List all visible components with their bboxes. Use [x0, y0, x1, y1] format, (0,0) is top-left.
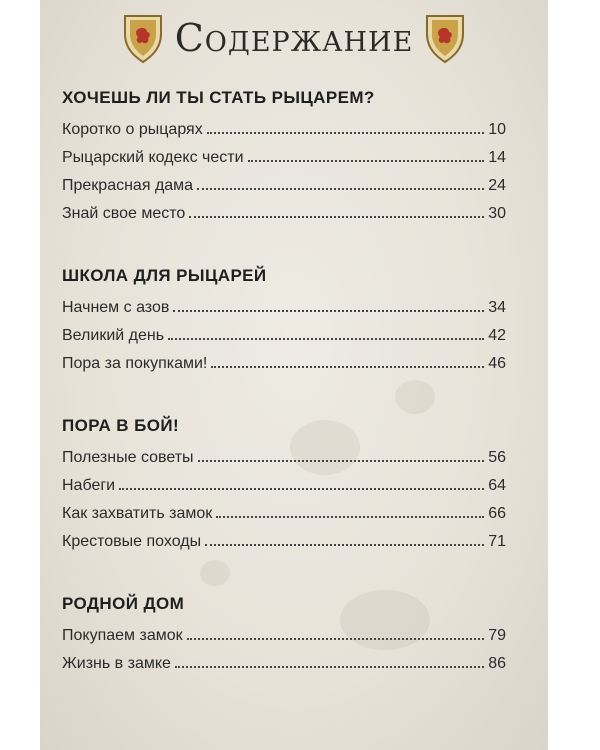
entry-label: Жизнь в замке	[62, 655, 171, 672]
heraldic-shield-icon	[425, 12, 465, 64]
dot-leader	[173, 310, 484, 312]
toc-entry[interactable]	[62, 294, 506, 322]
section-title: ПОРА В БОЙ!	[62, 416, 180, 435]
entry-label: Как захватить замок	[62, 505, 213, 522]
toc-entry[interactable]	[62, 144, 506, 172]
toc-entry[interactable]	[62, 322, 506, 350]
toc-section	[62, 416, 506, 556]
toc-entry[interactable]	[62, 528, 506, 556]
entry-page-number: 56	[488, 449, 506, 466]
entry-page-number: 46	[488, 355, 506, 372]
entry-label: Пора за покупками!	[62, 355, 208, 372]
entry-label: Коротко о рыцарях	[62, 121, 203, 138]
dot-leader	[211, 366, 484, 368]
page-title: Содержание	[174, 16, 414, 60]
toc-entry[interactable]	[62, 500, 506, 528]
entry-page-number: 79	[488, 627, 506, 644]
toc-section	[62, 88, 506, 228]
entry-page-number: 24	[488, 177, 506, 194]
toc-section	[62, 594, 506, 678]
entry-page-number: 34	[488, 299, 506, 316]
toc-entry[interactable]	[62, 650, 506, 678]
section-title: РОДНОЙ ДОМ	[62, 594, 185, 613]
entry-page-number: 14	[488, 149, 506, 166]
entry-label: Прекрасная дама	[62, 177, 194, 194]
dot-leader	[189, 216, 484, 218]
dot-leader	[119, 488, 484, 490]
dot-leader	[205, 544, 484, 546]
entry-page-number: 64	[488, 477, 506, 494]
page-header	[40, 8, 548, 68]
dot-leader	[198, 460, 485, 462]
entry-page-number: 42	[488, 327, 506, 344]
entry-page-number: 10	[488, 121, 506, 138]
section-title: ШКОЛА ДЛЯ РЫЦАРЕЙ	[62, 266, 267, 285]
entry-label: Полезные советы	[62, 449, 194, 466]
entry-label: Знай свое место	[62, 205, 186, 222]
dot-leader	[168, 338, 484, 340]
dot-leader	[197, 188, 484, 190]
entry-label: Начнем с азов	[62, 299, 170, 316]
section-title: ХОЧЕШЬ ЛИ ТЫ СТАТЬ РЫЦАРЕМ?	[62, 88, 375, 107]
entry-label: Крестовые походы	[62, 533, 202, 550]
dot-leader	[248, 160, 485, 162]
toc-entry[interactable]	[62, 622, 506, 650]
toc-entry[interactable]	[62, 172, 506, 200]
toc-entry[interactable]	[62, 472, 506, 500]
entry-label: Покупаем замок	[62, 627, 183, 644]
toc-entry[interactable]	[62, 200, 506, 228]
entry-label: Набеги	[62, 477, 116, 494]
entry-page-number: 86	[488, 655, 506, 672]
entry-page-number: 71	[488, 533, 506, 550]
entry-page-number: 30	[488, 205, 506, 222]
dot-leader	[187, 638, 485, 640]
heraldic-shield-icon	[123, 12, 163, 64]
dot-leader	[207, 132, 485, 134]
table-of-contents	[62, 88, 506, 716]
dot-leader	[216, 516, 484, 518]
entry-label: Великий день	[62, 327, 165, 344]
toc-section	[62, 266, 506, 378]
entry-page-number: 66	[488, 505, 506, 522]
toc-entry[interactable]	[62, 116, 506, 144]
entry-label: Рыцарский кодекс чести	[62, 149, 244, 166]
toc-entry[interactable]	[62, 444, 506, 472]
toc-entry[interactable]	[62, 350, 506, 378]
dot-leader	[175, 666, 484, 668]
book-page	[40, 0, 548, 750]
